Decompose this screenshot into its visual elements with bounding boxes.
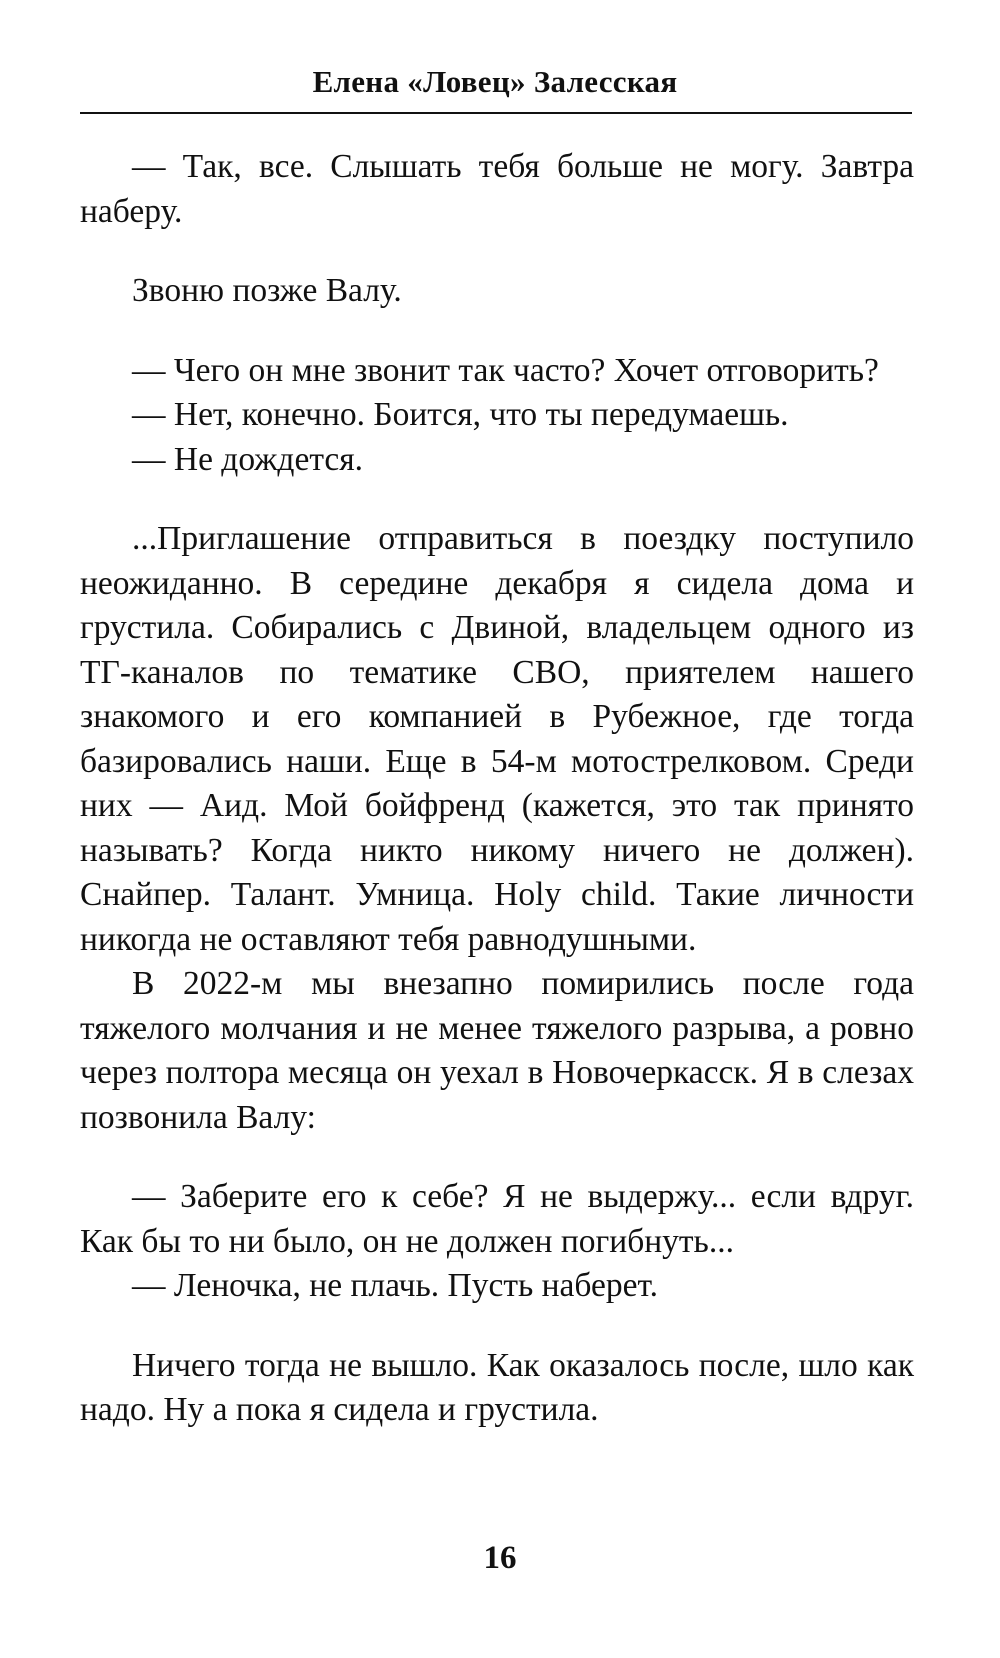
paragraph: — Чего он мне звонит так часто? Хочет отговорить?	[132, 351, 879, 389]
running-head-title: Елена «Ловец» Залесская	[312, 64, 678, 99]
paragraph: — Леночка, не плачь. Пусть наберет.	[132, 1267, 658, 1304]
paragraph: — Заберите его к себе? Я не выдержу... если вдруг. Как бы то ни было, он не должен погибнуть...	[80, 1178, 914, 1260]
paragraph: — Так, все. Слышать тебя больше не могу. Завтра наберу.	[80, 148, 914, 230]
header-rule	[80, 112, 912, 114]
paragraph: ...Приглашение отправиться в поездку поступило неожиданно. В середине декабря я сидела дома и грустила. Собирались с Двиной, владельцем одного из ТГ-каналов по тематике СВО, приятелем нашего знакомого и его компанией в Рубежное, где тогда базировались наши. Еще в 54-м мотострелковом. Среди них — Аид. Мой бойфренд (кажется, это так принято называть? Когда никто никому ничего не должен). Снайпер. Талант. Умница. Holy child. Такие личности никогда не оставляют тебя равнодушными.	[80, 520, 914, 958]
paragraph: — Нет, конечно. Боится, что ты передумаешь.	[132, 396, 789, 433]
paragraph: В 2022-м мы внезапно помирились после года тяжелого молчания и не менее тяжелого разрыва, а ровно через полтора месяца он уехал в Новочеркасск. Я в слезах позвонила Валу:	[80, 965, 914, 1136]
page-number: 16	[483, 1540, 517, 1576]
paragraph: — Не дождется.	[132, 440, 364, 478]
paragraph: Ничего тогда не вышло. Как оказалось после, шло как надо. Ну а пока я сидела и грустила.	[80, 1346, 914, 1428]
paragraph: Звоню позже Валу.	[132, 272, 402, 309]
body-text	[80, 145, 914, 1433]
